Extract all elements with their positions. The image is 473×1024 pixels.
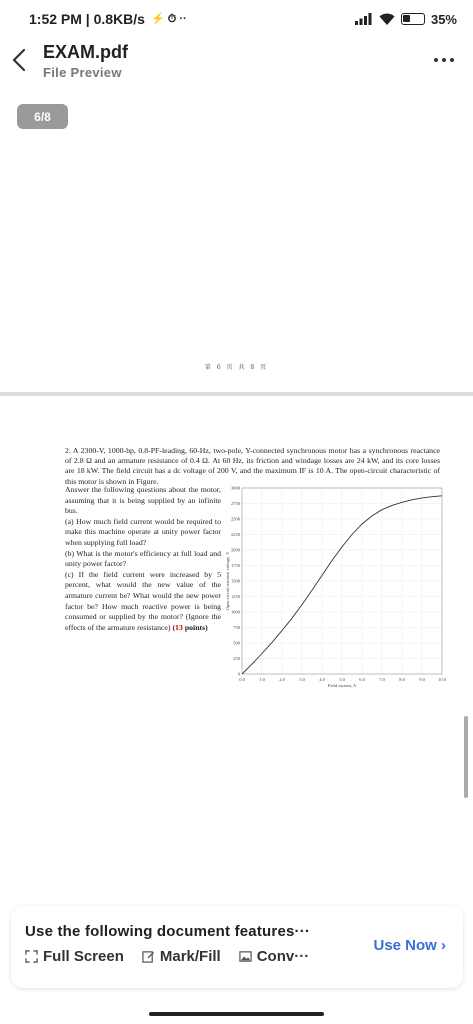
- back-button[interactable]: [12, 48, 26, 76]
- problem-intro: Answer the following questions about the motor, assuming that it is being supplied by an infinite bus.: [65, 485, 221, 516]
- edit-icon: [142, 950, 155, 963]
- y-tick-label: 250: [233, 656, 240, 661]
- x-tick-label: 1.0: [259, 677, 265, 682]
- full-screen-label: Full Screen: [43, 948, 124, 965]
- y-tick-label: 1500: [231, 578, 240, 584]
- promo-title: Use the following document features···: [25, 923, 311, 940]
- document-title: EXAM.pdf: [43, 42, 128, 62]
- y-tick-label: 2250: [231, 532, 240, 537]
- question-b: (b) What is the motor's efficiency at full load and unity power factor?: [65, 548, 221, 569]
- promo-features: [25, 948, 309, 965]
- x-tick-label: 3.0: [299, 677, 305, 682]
- convert-label: Conv···: [256, 948, 310, 965]
- y-tick-label: 1750: [231, 563, 240, 568]
- use-now-button[interactable]: Use Now ›: [373, 937, 446, 954]
- problem-questions: [65, 485, 221, 633]
- mark-fill-button[interactable]: [142, 948, 221, 965]
- scroll-indicator[interactable]: [464, 716, 468, 798]
- points-value: (13: [172, 622, 183, 632]
- signal-icon: [355, 13, 373, 25]
- status-extra-icons: ⚡ ⏱ ··: [150, 13, 187, 25]
- x-tick-label: 7.0: [379, 677, 385, 682]
- x-tick-label: 9.0: [419, 677, 425, 682]
- question-c: (c) If the field current were increased by 5 percent, what would the new value of the armature current be? What would the new power factor be? How much reactive power is being consumed or supplied by the motor? (Ignore the effects of the armature resistance): [65, 569, 221, 632]
- mark-fill-label: Mark/Fill: [159, 948, 221, 965]
- points-word: points): [184, 622, 208, 632]
- feature-promo-card: [11, 906, 463, 988]
- battery-percent: 35%: [430, 11, 457, 27]
- chevron-left-icon: [12, 48, 26, 72]
- y-tick-label: 1000: [231, 609, 240, 615]
- x-axis-label: Field current, A: [327, 683, 357, 688]
- x-tick-label: 2.0: [279, 677, 285, 682]
- y-tick-label: 2500: [231, 516, 240, 522]
- y-tick-label: 2000: [231, 547, 240, 553]
- status-time: 1:52 PM | 0.8KB/s: [29, 11, 145, 27]
- status-right: [355, 12, 457, 27]
- previous-page: [0, 86, 473, 392]
- convert-button[interactable]: [239, 948, 310, 965]
- image-icon: [239, 950, 252, 963]
- pdf-viewer[interactable]: [0, 86, 473, 1006]
- y-tick-label: 0: [237, 671, 240, 677]
- y-tick-label: 1250: [231, 594, 240, 599]
- problem-statement: 2. A 2300-V, 1000-hp, 0.8-PF-leading, 60-Hz, two-pole, Y-connected synchronous motor has a synchronous reactance of 2.8 Ω and an armature resistance of 0.4 Ω. At 60 Hz, its friction and windage losses are 24 kW, and its core losses are 18 kW. The field circuit has a dc voltage of 200 V, and the maximum IF is 10 A. The open-circuit characteristic of this motor is shown in Figure.: [65, 446, 440, 486]
- document-subtitle: File Preview: [43, 65, 122, 80]
- full-screen-button[interactable]: [25, 948, 124, 965]
- more-icon: [433, 57, 455, 63]
- battery-icon: [401, 13, 425, 25]
- x-tick-label: 4.0: [319, 677, 325, 682]
- more-button[interactable]: [433, 46, 455, 69]
- status-bar: [0, 0, 473, 38]
- y-tick-label: 500: [233, 640, 240, 646]
- status-left: [29, 11, 187, 27]
- y-tick-label: 3000: [231, 485, 240, 491]
- question-a: (a) How much field current would be required to make this machine operate at unity power factor when supplying full load?: [65, 516, 221, 547]
- x-tick-label: 5.0: [339, 677, 345, 682]
- x-tick-label: 0.0: [239, 677, 245, 682]
- y-tick-label: 750: [233, 625, 240, 630]
- y-tick-label: 2750: [231, 501, 240, 506]
- x-tick-label: 10.0: [438, 677, 446, 682]
- page-indicator: 6/8: [17, 104, 68, 129]
- wifi-icon: [379, 13, 395, 25]
- previous-page-footer: 第 6 页 共 8 页: [204, 364, 269, 371]
- fullscreen-icon: [25, 950, 38, 963]
- app-header: [0, 38, 473, 86]
- x-tick-label: 6.0: [359, 677, 365, 682]
- x-tick-label: 8.0: [399, 677, 405, 682]
- home-indicator[interactable]: [149, 1012, 324, 1016]
- occ-chart: [224, 484, 448, 696]
- y-axis-label: Open-circuit terminal voltage, V: [225, 551, 230, 611]
